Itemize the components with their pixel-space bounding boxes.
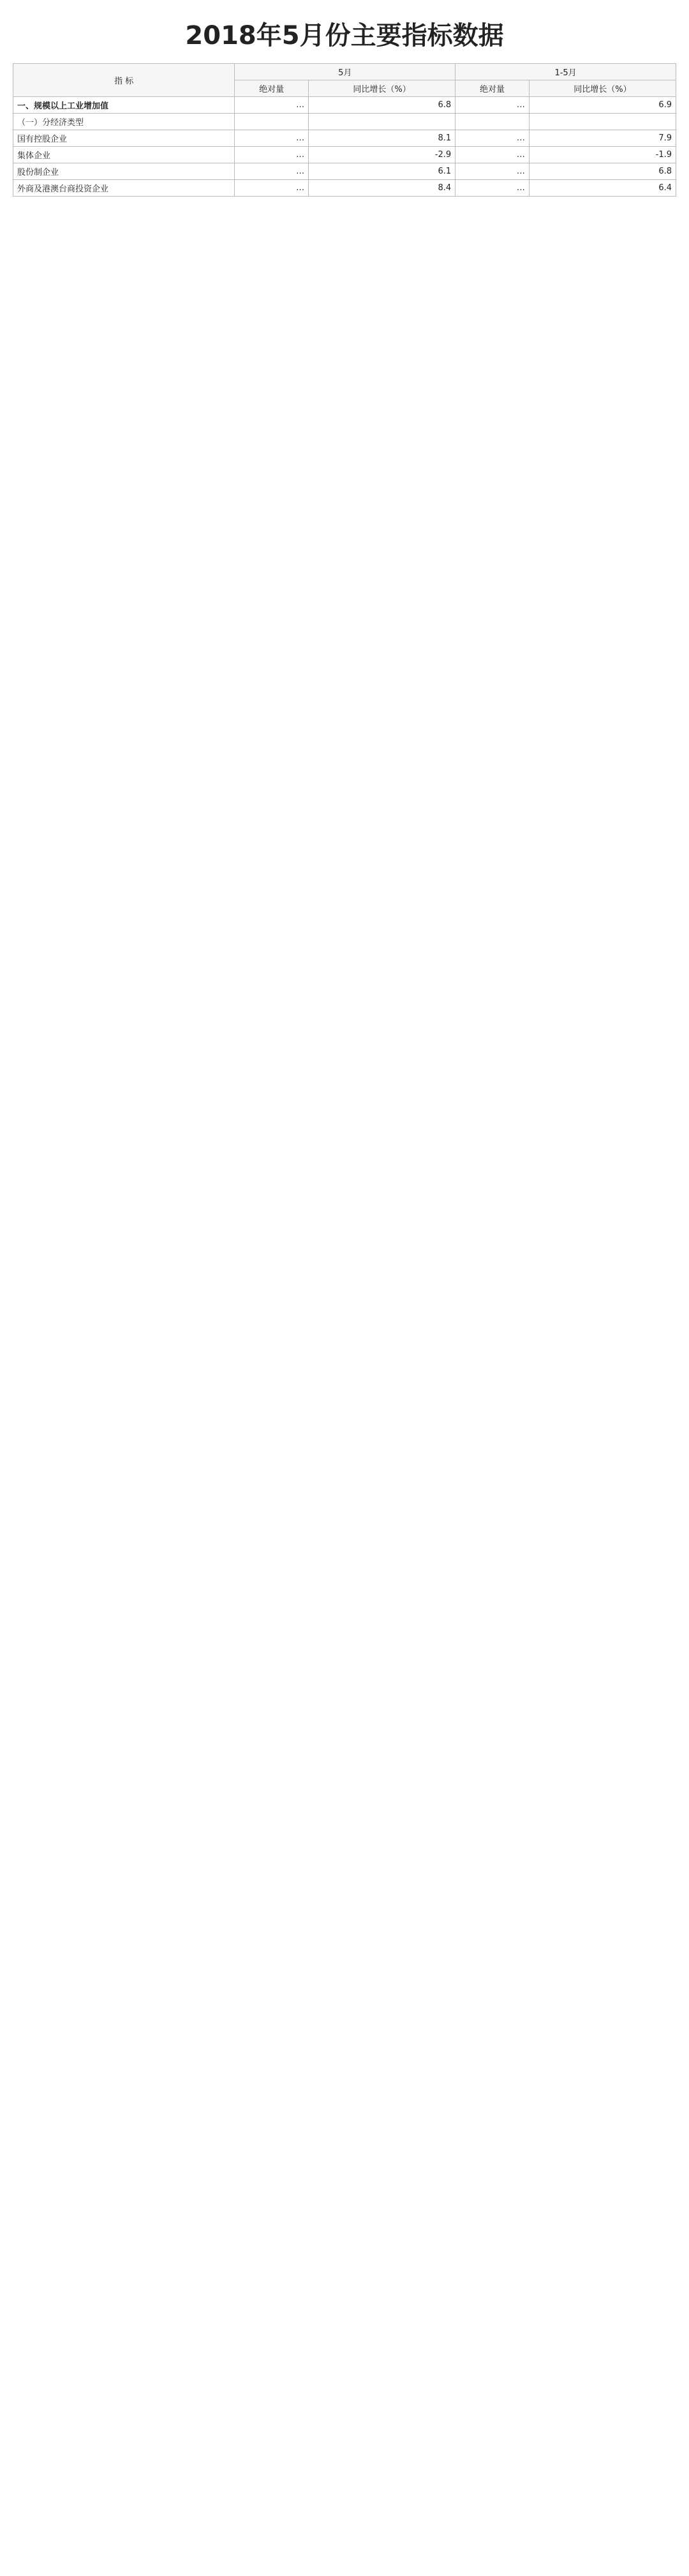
ytd-absolute: … bbox=[456, 130, 530, 147]
may-yoy bbox=[309, 114, 456, 130]
row-label: 集体企业 bbox=[13, 147, 235, 163]
may-absolute: … bbox=[235, 180, 309, 197]
may-absolute: … bbox=[235, 97, 309, 114]
ytd-yoy bbox=[529, 114, 676, 130]
ytd-yoy: 6.4 bbox=[529, 180, 676, 197]
ytd-header: 1-5月 bbox=[456, 64, 676, 80]
may-yoy: 8.4 bbox=[309, 180, 456, 197]
ytd-absolute bbox=[456, 114, 530, 130]
ytd-absolute: … bbox=[456, 97, 530, 114]
may-absolute bbox=[235, 114, 309, 130]
indicator-header: 指 标 bbox=[13, 64, 235, 97]
table-body bbox=[13, 97, 676, 197]
ytd-yoy: -1.9 bbox=[529, 147, 676, 163]
row-label: 股份制企业 bbox=[13, 163, 235, 180]
ytd-absolute-header: 绝对量 bbox=[456, 80, 530, 97]
table-row bbox=[13, 130, 676, 147]
may-yoy: 6.1 bbox=[309, 163, 456, 180]
may-yoy: -2.9 bbox=[309, 147, 456, 163]
table-row bbox=[13, 147, 676, 163]
row-label: 国有控股企业 bbox=[13, 130, 235, 147]
ytd-yoy: 6.8 bbox=[529, 163, 676, 180]
table-row bbox=[13, 114, 676, 130]
ytd-yoy: 6.9 bbox=[529, 97, 676, 114]
row-label: 外商及港澳台商投资企业 bbox=[13, 180, 235, 197]
may-absolute: … bbox=[235, 147, 309, 163]
table-row bbox=[13, 97, 676, 114]
page-title: 2018年5月份主要指标数据 bbox=[185, 21, 504, 50]
may-header: 5月 bbox=[235, 64, 456, 80]
ytd-absolute: … bbox=[456, 180, 530, 197]
indicator-table bbox=[13, 63, 676, 197]
table-row bbox=[13, 180, 676, 197]
ytd-absolute: … bbox=[456, 147, 530, 163]
ytd-absolute: … bbox=[456, 163, 530, 180]
may-absolute-header: 绝对量 bbox=[235, 80, 309, 97]
row-label: （一）分经济类型 bbox=[13, 114, 235, 130]
table-row bbox=[13, 163, 676, 180]
ytd-yoy: 7.9 bbox=[529, 130, 676, 147]
ytd-yoy-header: 同比增长（%） bbox=[529, 80, 676, 97]
may-absolute: … bbox=[235, 163, 309, 180]
row-label: 一、规模以上工业增加值 bbox=[13, 97, 235, 114]
may-yoy: 6.8 bbox=[309, 97, 456, 114]
may-absolute: … bbox=[235, 130, 309, 147]
may-yoy-header: 同比增长（%） bbox=[309, 80, 456, 97]
may-yoy: 8.1 bbox=[309, 130, 456, 147]
